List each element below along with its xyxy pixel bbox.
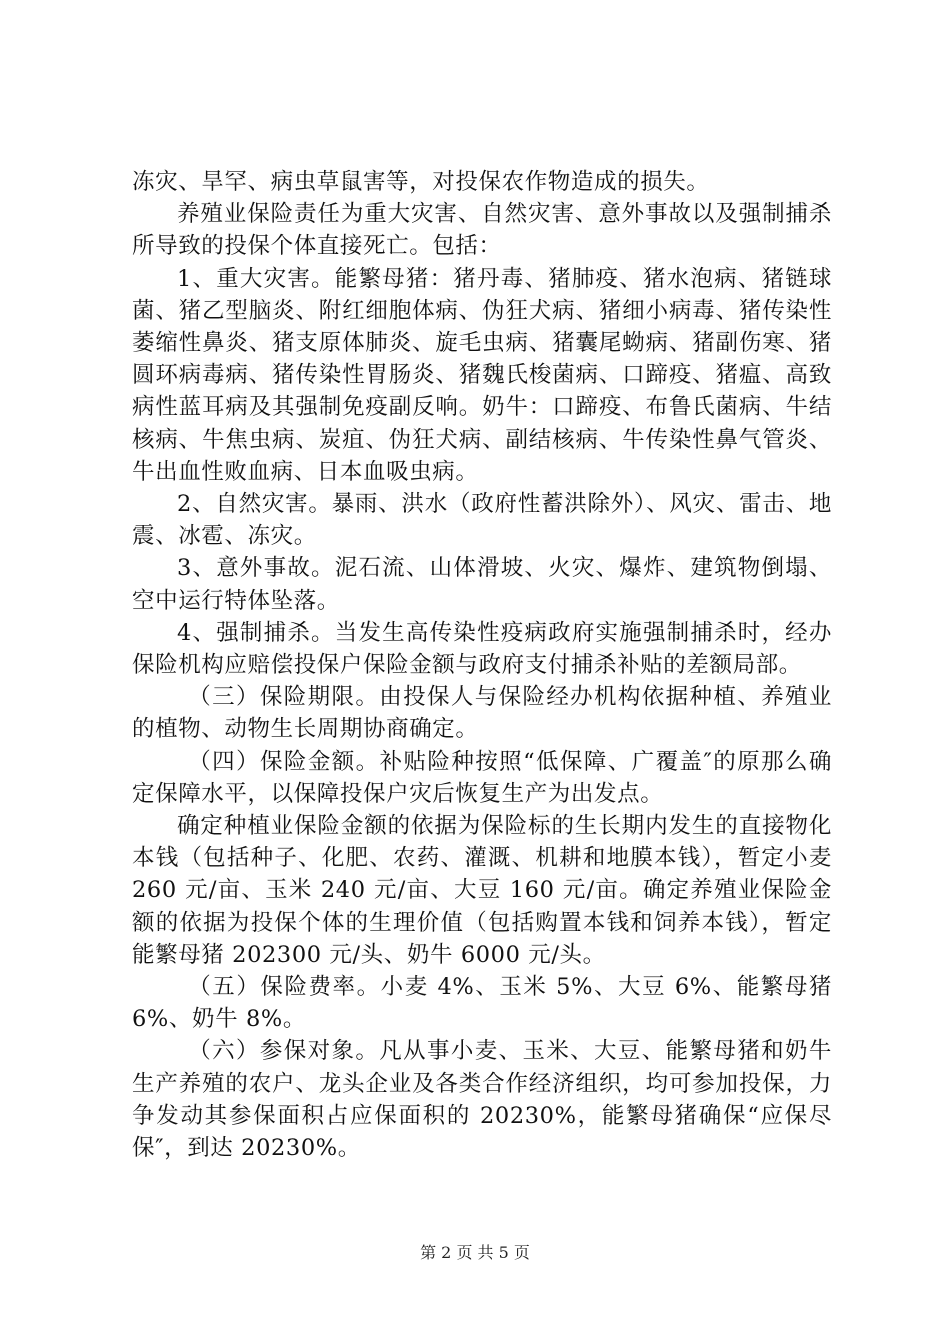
paragraph-forced-culling: 4、强制捕杀。当发生高传染性疫病政府实施强制捕杀时，经办保险机构应赔偿投保户保险金额与政府支付捕杀补贴的差额局部。: [132, 619, 832, 679]
paragraph-insurance-period: （三）保险期限。由投保人与保险经办机构依据种植、养殖业的植物、动物生长周期协商确定。: [132, 684, 832, 743]
paragraph-insured-parties: （六）参保对象。凡从事小麦、玉米、大豆、能繁母猪和奶牛生产养殖的农户、龙头企业及各类合作经济组织，均可参加投保，力争发动其参保面积占应保面积的 20230%，能繁母猪确保“应保尽保″，到达 20230%。: [132, 1038, 832, 1162]
document-body: [132, 166, 832, 1164]
paragraph-accidents: 3、意外事故。泥石流、山体滑坡、火灾、爆炸、建筑物倒塌、空中运行特体坠落。: [132, 555, 832, 614]
paragraph-livestock-liability: 养殖业保险责任为重大灾害、自然灾害、意外事故以及强制捕杀所导致的投保个体直接死亡。包括：: [132, 201, 832, 260]
paragraph-premium-rates: （五）保险费率。小麦 4%、玉米 5%、大豆 6%、能繁母猪 6%、奶牛 8%。: [132, 974, 832, 1033]
paragraph-amount-basis: 确定种植业保险金额的依据为保险标的生长期内发生的直接物化本钱（包括种子、化肥、农药、灌溉、机耕和地膜本钱），暂定小麦 260 元/亩、玉米 240 元/亩、大豆 160 元/亩。确定养殖业保险金额的依据为投保个体的生理价值（包括购置本钱和饲养本钱），暂定能繁母猪 202300 元/头、奶牛 6000 元/头。: [132, 813, 832, 968]
paragraph-natural-disasters: 2、自然灾害。暴雨、洪水（政府性蓄洪除外）、风灾、雷击、地震、冰雹、冻灾。: [132, 491, 832, 550]
paragraph-crop-damage-continuation: 冻灾、旱罕、病虫草鼠害等，对投保农作物造成的损失。: [132, 169, 710, 195]
paragraph-major-disasters: 1、重大灾害。能繁母猪：猪丹毒、猪肺疫、猪水泡病、猪链球菌、猪乙型脑炎、附红细胞体病、伪狂犬病、猪细小病毒、猪传染性萎缩性鼻炎、猪支原体肺炎、旋毛虫病、猪囊尾蚴病、猪副伤寒、猪圆环病毒病、猪传染性胃肠炎、猪魏氏梭菌病、口蹄疫、猪瘟、高致病性蓝耳病及其强制免疫副反响。奶牛：口蹄疫、布鲁氏菌病、牛结核病、牛焦虫病、炭疽、伪狂犬病、副结核病、牛传染性鼻气管炎、牛出血性败血病、日本血吸虫病。: [132, 265, 832, 485]
page-indicator: 第 2 页 共 5 页: [420, 1243, 530, 1262]
page-footer: [0, 1242, 950, 1264]
paragraph-insurance-amount: （四）保险金额。补贴险种按照“低保障、广覆盖″的原那么确定保障水平，以保障投保户灾后恢复生产为出发点。: [132, 748, 832, 807]
